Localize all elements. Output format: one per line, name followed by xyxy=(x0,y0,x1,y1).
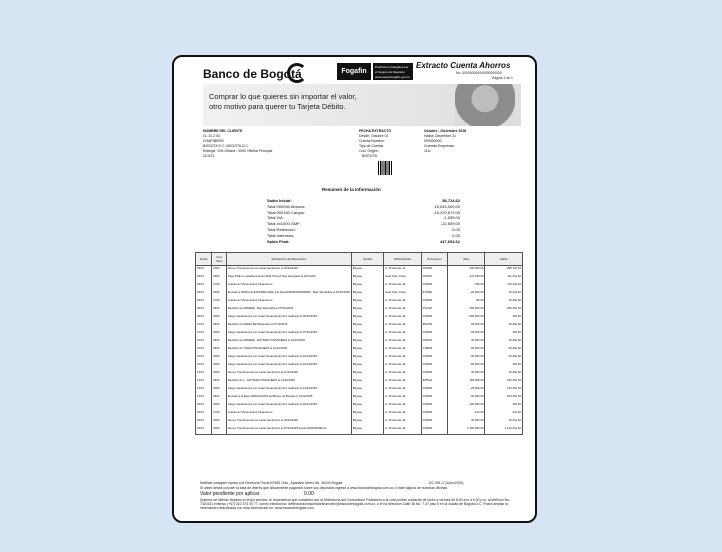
table-cell: -147,490.00 xyxy=(448,274,485,282)
table-row xyxy=(196,418,523,426)
table-cell: G. Preferente 11 xyxy=(384,330,422,338)
table-cell: 40,000.00 xyxy=(448,338,485,346)
table-cell: Cargo transferencia por canal virtual electronico realizado el 06/10/2025 xyxy=(226,314,351,322)
pending-label: Valor pendiente por aplicar xyxy=(200,491,260,497)
table-cell: 10/10 xyxy=(196,362,212,370)
column-header: Fecha xyxy=(196,253,212,266)
table-cell: 364.62 xyxy=(485,330,523,338)
table-cell: 0533 xyxy=(212,306,227,314)
table-cell: 258,724.62 xyxy=(485,266,523,275)
bank-logo-icon xyxy=(287,63,307,83)
table-row xyxy=(196,426,523,435)
bank-statement xyxy=(172,55,537,523)
footer-line: Quienes se sientan titulares el mejor servicio, le recordamos que contamos con la Defensoría del Consumidor Financiero a la cual podrán contactar de lunes a viernes de 8:00 a.m a 5:30 p.m. al teléfono No. 7420151 extenso (+57) 310 373 00 77, correo electrónico: defensoriaconsumidorfinanciero@bancodebogota.com.co, o en la dirección Calle 36 No. 7-47 piso 5 en la ciudad de Bogotá D.C. Podrá ampliar la información relacionada con esta información en: www.bancodebogota.com xyxy=(200,498,510,511)
table-cell: G. Preferente 11 xyxy=(384,410,422,418)
summary-value: 58,724.62 xyxy=(442,198,460,203)
table-cell: 000000 xyxy=(421,418,447,426)
table-cell: 000000 xyxy=(421,402,447,410)
table-cell: 06/10 xyxy=(196,306,212,314)
table-cell: 572560 xyxy=(421,290,447,298)
summary-label: Total 000160 Cargos: xyxy=(267,209,306,215)
table-cell: 364.62 xyxy=(485,314,523,322)
summary-label: Saldo Final: xyxy=(267,238,290,244)
table-cell: 14/10 xyxy=(196,386,212,394)
table-cell: Cargo transferencia por canal virtual electronico realizado el 18/10/2025 xyxy=(226,402,351,410)
table-cell: 718845 xyxy=(421,346,447,354)
table-cell: 0050 xyxy=(212,314,227,322)
table-row xyxy=(196,338,523,346)
table-row xyxy=(196,354,523,362)
table-cell: 10/10 xyxy=(196,354,212,362)
table-cell: Pago PSE en establecimiento 9011 Fintech Sas efectuado el 2021/202 xyxy=(226,274,351,282)
table-cell: 000000 xyxy=(421,386,447,394)
table-cell: Gravamen Movimientos Financieros xyxy=(226,410,351,418)
statement-city: BOGOTÁ xyxy=(362,154,377,158)
table-cell: G. Preferente 11 xyxy=(384,418,422,426)
table-cell: 06/10 xyxy=(196,314,212,322)
table-cell: -30,000.00 xyxy=(448,394,485,402)
table-row xyxy=(196,322,523,330)
table-row xyxy=(196,282,523,290)
table-cell: -50,000.00 xyxy=(448,362,485,370)
statement-value: 1111 xyxy=(424,149,432,153)
table-cell: Bogota xyxy=(351,274,383,282)
footer-line: Si usted desea conocer la tasa de interés que actualmente pagamos sobre sus depósitos ingrese a www.bancodebogota.com.co o visite alguna de nuestras oficinas xyxy=(200,486,448,490)
table-cell: 18/10 xyxy=(196,410,212,418)
client-line: BOGOTA D.C.,BOGOTA D.C xyxy=(203,144,248,148)
table-cell: 03/10 xyxy=(196,266,212,275)
fogafin-note: Productos protegidos por el Seguro de Depósito www.segurofogafin.gov.co xyxy=(373,63,413,80)
table-cell: 50,000.00 xyxy=(448,346,485,354)
table-cell: Bogota xyxy=(351,394,383,402)
table-cell: Goia Oper Trans xyxy=(384,274,422,282)
summary-value: -1,539.00 xyxy=(443,215,460,221)
table-cell: Bogota xyxy=(351,322,383,330)
table-cell: -250,000.00 xyxy=(448,314,485,322)
table-cell: Gravamen Movimientos Financieros xyxy=(226,282,351,290)
table-cell: 000000 xyxy=(421,298,447,306)
table-cell: Recibido de L - ENTIDAD FINANCIERA el 13/10/2025 xyxy=(226,378,351,386)
table-row xyxy=(196,298,523,306)
table-cell: 865544 xyxy=(421,378,447,386)
table-cell: 003001 xyxy=(421,274,447,282)
table-cell: G. Preferente 11 xyxy=(384,402,422,410)
table-cell: G. Preferente 11 xyxy=(384,338,422,346)
summary-value: 0.00 xyxy=(452,227,460,232)
summary-value: -15,229,872.00 xyxy=(433,209,460,215)
table-cell: 000000 xyxy=(421,354,447,362)
table-cell: 364.62 xyxy=(485,402,523,410)
table-cell: Cargo transferencia por canal virtual electronico realizado el 10/10/2025 xyxy=(226,362,351,370)
table-cell: 18/10 xyxy=(196,402,212,410)
table-cell: Bogota xyxy=(351,330,383,338)
table-cell: 40,364.62 xyxy=(485,298,523,306)
table-cell: Cargo transferencia por canal virtual electronico realizado el 07/10/2025 xyxy=(226,330,351,338)
table-cell: 1,140,244.62 xyxy=(485,426,523,435)
statement-label: Cuenta Número: xyxy=(359,139,385,143)
table-cell: -20,000.00 xyxy=(448,290,485,298)
statement-label: Desde: Octubre 01 xyxy=(359,134,389,138)
summary-label: Total IVA: xyxy=(267,215,284,221)
table-row xyxy=(196,378,523,386)
table-cell: 200,000.00 xyxy=(448,266,485,275)
column-header: Oficina/Canal xyxy=(384,253,422,266)
table-cell: 0306 xyxy=(212,290,227,298)
table-cell: G. Preferente 11 xyxy=(384,346,422,354)
table-cell: Bogota xyxy=(351,306,383,314)
column-header: Valor xyxy=(448,253,485,266)
table-cell: -790.00 xyxy=(448,282,485,290)
table-cell: 250,000.00 xyxy=(448,306,485,314)
column-header: Saldo xyxy=(485,253,523,266)
column-header: Cod Trans xyxy=(212,253,227,266)
table-cell: Bogota xyxy=(351,386,383,394)
table-cell: Bogota xyxy=(351,354,383,362)
summary-value: -22,659.00 xyxy=(440,221,460,227)
client-heading: NOMBRE DEL CLIENTE xyxy=(203,129,243,133)
table-cell: Bogota xyxy=(351,266,383,275)
table-cell: 000000 xyxy=(421,426,447,435)
table-cell: Bogota xyxy=(351,346,383,354)
table-cell: 0709 xyxy=(212,410,227,418)
banner-line-1: Comprar lo que quieres sin importar el valor, xyxy=(209,92,357,101)
banner-woman-photo xyxy=(455,84,515,126)
table-cell: 0533 xyxy=(212,346,227,354)
table-row xyxy=(196,410,523,418)
table-cell: 50,364.62 xyxy=(485,354,523,362)
table-cell: 0050 xyxy=(212,370,227,378)
summary-label: Saldo Inicial: xyxy=(267,198,292,203)
table-cell: Abono Transferencia por canal electrónico el 15/10/2025 desde 0000002391CA xyxy=(226,426,351,435)
statement-value: Hasta: December 31 xyxy=(424,134,457,138)
table-cell: 10/10 xyxy=(196,338,212,346)
table-cell: 0050 xyxy=(212,402,227,410)
table-cell: 0533 xyxy=(212,338,227,346)
table-cell: 152120 xyxy=(421,306,447,314)
statement-number: No. 000000000000000000000 xyxy=(456,71,502,75)
table-cell: 000000 xyxy=(421,266,447,275)
table-cell: 07/10 xyxy=(196,330,212,338)
statement-label: Tipo de Cuenta xyxy=(359,144,383,148)
footer-code: DC-091-2 (Junio/2024) xyxy=(429,481,464,485)
table-cell: 35,364.62 xyxy=(485,322,523,330)
table-cell: G. Preferente 11 xyxy=(384,298,422,306)
table-cell: 891265 xyxy=(421,322,447,330)
table-cell: 100,364.62 xyxy=(485,394,523,402)
table-cell: Bogota xyxy=(351,418,383,426)
table-cell: 40,444.62 xyxy=(485,290,523,298)
table-cell: 364.62 xyxy=(485,362,523,370)
summary-value: 447,653.62 xyxy=(439,238,460,244)
table-cell: 07/10 xyxy=(196,322,212,330)
table-cell: G. Preferente 11 xyxy=(384,322,422,330)
table-cell: 03/10 xyxy=(196,274,212,282)
table-cell: Bogota xyxy=(351,378,383,386)
statement-date-label: FECHA EXTRACTO xyxy=(359,129,392,133)
table-row xyxy=(196,346,523,354)
table-cell: 40,364.62 xyxy=(485,338,523,346)
client-line: CL 31 2 00 xyxy=(203,134,220,138)
table-cell: G. Preferente 11 xyxy=(384,394,422,402)
table-cell: 0950 xyxy=(212,274,227,282)
statement-value: Cuentas Empresas xyxy=(424,144,454,148)
table-row xyxy=(196,370,523,378)
table-cell: -25,000.00 xyxy=(448,386,485,394)
table-cell: 0709 xyxy=(212,298,227,306)
table-cell: 40,000.00 xyxy=(448,370,485,378)
footer-line: Notificar cualquier reparo a la Revisoría Fiscal KPMG Ltda., Apartado Aéreo No. 36100 Bogotá xyxy=(200,481,343,485)
table-cell: 15/10 xyxy=(196,426,212,435)
table-cell: 0050 xyxy=(212,330,227,338)
statement-period: Octubre - Diciembre 2026 xyxy=(424,129,467,133)
summary-label: Total Retencion: xyxy=(267,227,296,232)
table-cell: 0050 xyxy=(212,354,227,362)
table-cell: 0050 xyxy=(212,266,227,275)
table-cell: Bogota xyxy=(351,426,383,435)
table-cell: Bogota xyxy=(351,298,383,306)
summary-value: 15,043,000.00 xyxy=(434,203,460,209)
table-cell: Recibido de TIDAD FINANCIERA el 10/10/2025 xyxy=(226,346,351,354)
table-cell: 03/10 xyxy=(196,290,212,298)
table-cell: 40,364.62 xyxy=(485,370,523,378)
table-row xyxy=(196,266,523,275)
table-cell: 10/10 xyxy=(196,346,212,354)
statement-value: 000000000 xyxy=(424,139,442,143)
table-cell: Cargo transferencia por canal virtual electronico realizado el 14/10/2025 xyxy=(226,386,351,394)
table-cell: 0533 xyxy=(212,378,227,386)
table-cell: 000000 xyxy=(421,282,447,290)
table-cell: Bogota xyxy=(351,290,383,298)
table-cell: G. Preferente 11 xyxy=(384,314,422,322)
table-cell: Abono Transferencia por canal electrónico el 02/10/2025 xyxy=(226,266,351,275)
table-cell: 14/10 xyxy=(196,378,212,386)
table-row xyxy=(196,290,523,298)
table-cell: Bogota xyxy=(351,362,383,370)
table-cell: -80.00 xyxy=(448,298,485,306)
table-cell: 0522 xyxy=(212,394,227,402)
table-cell: Recibido de ANDRES - Ban Republica el 07/10/2025 xyxy=(226,306,351,314)
table-cell: Enviado a la llave MIAMCZA001 del Banco de Bogota el 14/10/2025 xyxy=(226,394,351,402)
table-cell: G. Preferente 11 xyxy=(384,362,422,370)
table-cell: 40,000.00 xyxy=(448,418,485,426)
client-line: 11/2/21 xyxy=(203,154,215,158)
summary-label: Total Intereses: xyxy=(267,232,295,238)
table-cell: 290,364.62 xyxy=(485,306,523,314)
promo-banner xyxy=(203,84,521,126)
table-cell: Abono Transferencia por canal electrónico el 18/10/2025 xyxy=(226,418,351,426)
client-line: Entrega : EM Oficina : 0000 Oficina Principal xyxy=(203,149,273,153)
summary-label: Total 000040 Abonos: xyxy=(267,203,306,209)
pending-value: 0.00 xyxy=(304,491,314,497)
fogafin-logo: Fogafin xyxy=(337,63,371,80)
table-cell: 000000 xyxy=(421,410,447,418)
table-cell: Cargo transferencia por canal virtual electronico realizado el 10/10/2025 xyxy=(226,354,351,362)
table-cell: G. Preferente 11 xyxy=(384,370,422,378)
table-header-row xyxy=(196,253,523,266)
table-cell: G. Preferente 11 xyxy=(384,266,422,275)
table-cell: G. Preferente 11 xyxy=(384,378,422,386)
table-cell: 18/10 xyxy=(196,418,212,426)
table-row xyxy=(196,386,523,394)
summary-title: Resumen de la Información xyxy=(322,187,381,192)
table-cell: 35,000.00 xyxy=(448,322,485,330)
table-cell: 110,444.62 xyxy=(485,282,523,290)
table-cell: 1,100,000.00 xyxy=(448,426,485,435)
table-cell: 155,364.62 xyxy=(485,378,523,386)
bank-logo-text: Banco de Bogotá xyxy=(203,67,302,81)
table-cell: 000000 xyxy=(421,362,447,370)
table-cell: 000000 xyxy=(421,370,447,378)
table-cell: Recibido de MARIA BanDavienda el 07/10/2025 xyxy=(226,322,351,330)
table-cell: Bogota xyxy=(351,410,383,418)
table-cell: 000000 xyxy=(421,314,447,322)
table-cell: 14/10 xyxy=(196,394,212,402)
table-cell: Bogota xyxy=(351,402,383,410)
table-cell: 13/10 xyxy=(196,370,212,378)
table-row xyxy=(196,362,523,370)
table-cell: 155,000.00 xyxy=(448,378,485,386)
table-cell: 90,364.62 xyxy=(485,346,523,354)
table-row xyxy=(196,394,523,402)
table-cell: -40,000.00 xyxy=(448,354,485,362)
table-row xyxy=(196,330,523,338)
column-header: Documento xyxy=(421,253,447,266)
table-cell: -120.00 xyxy=(448,410,485,418)
summary-label: Total 4x1000 GMF: xyxy=(267,221,301,227)
table-cell: Recibido de ANDRES - ENTIDAD FINANCIERA el 10/10/2025 xyxy=(226,338,351,346)
table-cell: 002616 xyxy=(421,338,447,346)
table-row xyxy=(196,314,523,322)
column-header: Descripción del Movimiento xyxy=(226,253,351,266)
barcode xyxy=(378,161,392,175)
client-line: CHAPINERO xyxy=(203,139,224,143)
statement-label: Cod. Origen: xyxy=(359,149,379,153)
table-cell: 03/10 xyxy=(196,298,212,306)
table-cell: Bogota xyxy=(351,314,383,322)
table-cell: 0050 xyxy=(212,418,227,426)
table-cell: Abono Transferencia por canal electrónico el 12/10/2025 xyxy=(226,370,351,378)
table-cell: 0050 xyxy=(212,426,227,435)
table-cell: 000000 xyxy=(421,330,447,338)
table-cell: 0050 xyxy=(212,362,227,370)
table-cell: Enviado a MARIA ALEJANDRA ARDI a la llave0000000000000000 - Bam Republica el 03/10/2025 xyxy=(226,290,351,298)
movements-table xyxy=(195,252,523,435)
table-cell: 244.62 xyxy=(485,410,523,418)
table-cell: G. Preferente 11 xyxy=(384,354,422,362)
table-cell: 03/10 xyxy=(196,282,212,290)
column-header: Ciudad xyxy=(351,253,383,266)
table-cell: Bogota xyxy=(351,338,383,346)
table-cell: Bogota xyxy=(351,370,383,378)
table-cell: 0709 xyxy=(212,282,227,290)
table-cell: G. Preferente 11 xyxy=(384,386,422,394)
table-cell: G. Preferente 11 xyxy=(384,426,422,435)
table-cell: 40,244.62 xyxy=(485,418,523,426)
table-cell: G. Preferente 11 xyxy=(384,306,422,314)
table-cell: Goia Oper Trans xyxy=(384,290,422,298)
table-cell: Bogota xyxy=(351,282,383,290)
summary-value: 0.00 xyxy=(452,232,460,238)
table-cell: 111,234.62 xyxy=(485,274,523,282)
table-cell: 0533 xyxy=(212,322,227,330)
table-cell: G. Preferente 11 xyxy=(384,282,422,290)
table-row xyxy=(196,274,523,282)
table-cell: Gravamen Movimientos Financieros xyxy=(226,298,351,306)
statement-title: Extracto Cuenta Ahorros xyxy=(416,61,511,70)
table-cell: 0050 xyxy=(212,386,227,394)
table-cell: -35,000.00 xyxy=(448,330,485,338)
table-row xyxy=(196,306,523,314)
table-row xyxy=(196,402,523,410)
table-cell: -100,000.00 xyxy=(448,402,485,410)
table-cell: 130,364.62 xyxy=(485,386,523,394)
page-indicator: Página 1 de 1 xyxy=(492,76,513,80)
table-cell: 000000 xyxy=(421,394,447,402)
banner-line-2: otro motivo para querer tu Tarjeta Débito. xyxy=(209,102,346,111)
